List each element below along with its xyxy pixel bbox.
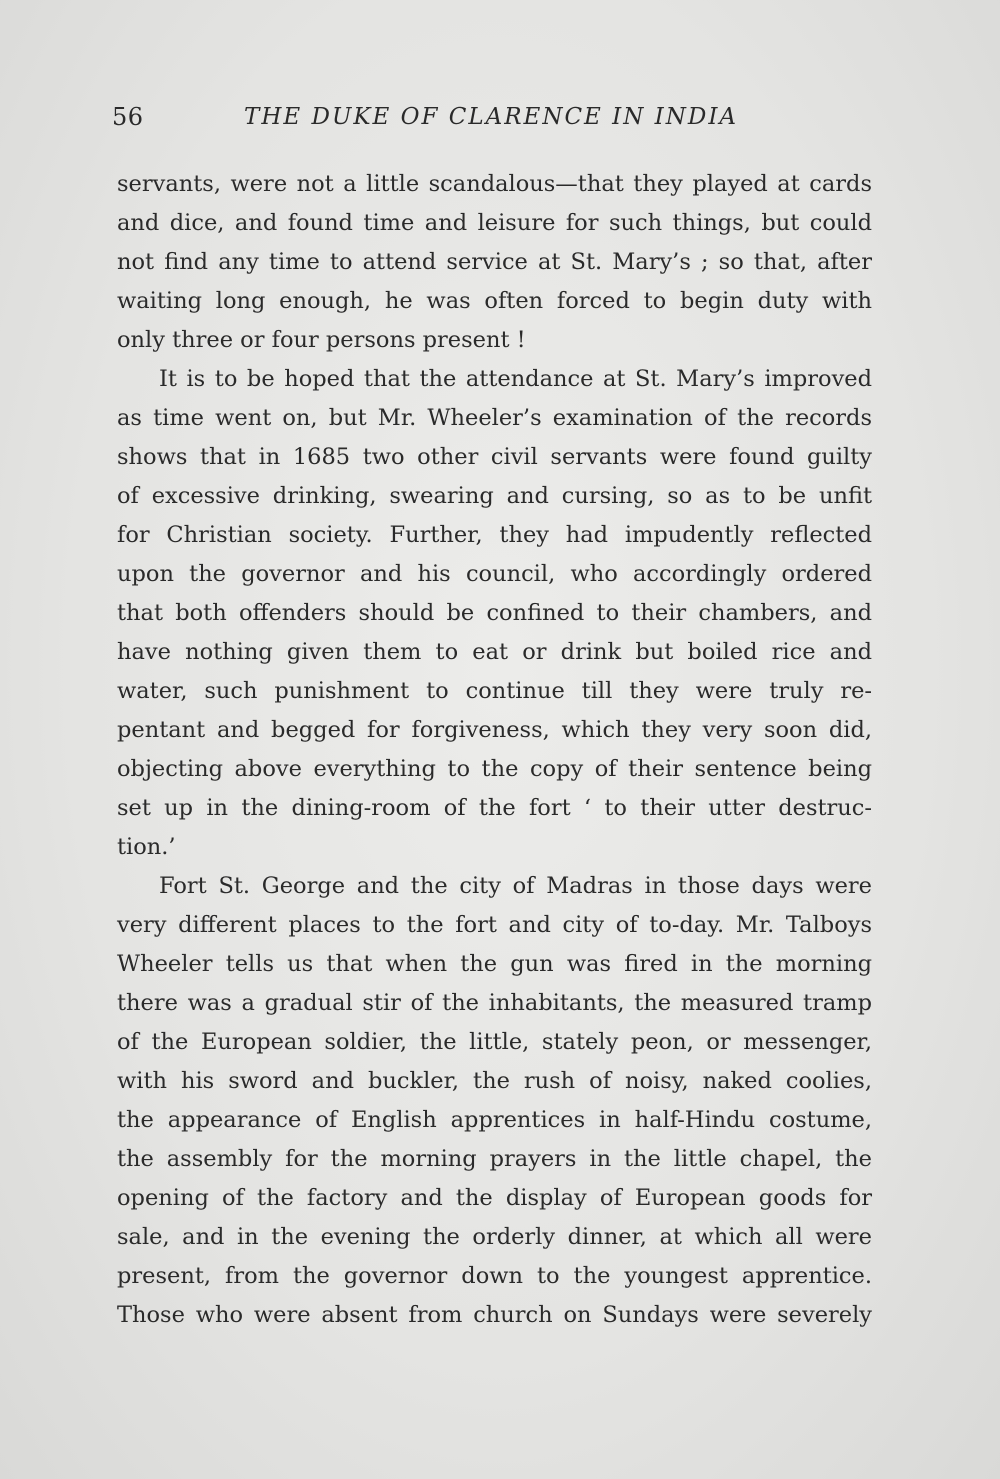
text-line: that both offenders should be confined to their chambers, and bbox=[117, 600, 872, 626]
paragraph bbox=[117, 165, 872, 360]
text-line: not find any time to attend service at St. Mary’s ; so that, after bbox=[117, 249, 872, 275]
page-body bbox=[117, 165, 872, 1335]
text-line: only three or four persons present ! bbox=[117, 327, 526, 353]
text-line: of excessive drinking, swearing and cursing, so as to be unfit bbox=[117, 483, 872, 509]
text-line: the appearance of English apprentices in half-Hindu costume, bbox=[117, 1107, 872, 1133]
text-line: set up in the dining-room of the fort ‘ to their utter destruc- bbox=[117, 795, 872, 821]
text-line: servants, were not a little scandalous—that they played at cards bbox=[117, 171, 872, 197]
text-line: there was a gradual stir of the inhabitants, the measured tramp bbox=[117, 990, 872, 1016]
text-line: very different places to the fort and city of to-day. Mr. Talboys bbox=[117, 912, 872, 938]
text-line: with his sword and buckler, the rush of noisy, naked coolies, bbox=[117, 1068, 872, 1094]
text-line: Wheeler tells us that when the gun was fired in the morning bbox=[117, 951, 872, 977]
text-line: waiting long enough, he was often forced to begin duty with bbox=[117, 288, 872, 314]
text-line: water, such punishment to continue till they were truly re- bbox=[117, 678, 872, 704]
text-line: opening of the factory and the display of European goods for bbox=[117, 1185, 872, 1211]
text-line: tion.’ bbox=[117, 834, 176, 860]
text-line: pentant and begged for forgiveness, which they very soon did, bbox=[117, 717, 872, 743]
text-line: and dice, and found time and leisure for such things, but could bbox=[117, 210, 872, 236]
text-line: shows that in 1685 two other civil servants were found guilty bbox=[117, 444, 872, 470]
text-line: Fort St. George and the city of Madras in those days were bbox=[159, 873, 872, 899]
text-line: It is to be hoped that the attendance at St. Mary’s improved bbox=[159, 366, 872, 392]
text-line: upon the governor and his council, who accordingly ordered bbox=[117, 561, 872, 587]
text-line: have nothing given them to eat or drink but boiled rice and bbox=[117, 639, 872, 665]
text-line: of the European soldier, the little, stately peon, or messenger, bbox=[117, 1029, 872, 1055]
paragraph bbox=[117, 360, 872, 867]
text-line: objecting above everything to the copy of their sentence being bbox=[117, 756, 872, 782]
page-number: 56 bbox=[112, 103, 144, 131]
text-line: present, from the governor down to the youngest apprentice. bbox=[117, 1263, 872, 1289]
text-line: the assembly for the morning prayers in the little chapel, the bbox=[117, 1146, 872, 1172]
text-line: sale, and in the evening the orderly dinner, at which all were bbox=[117, 1224, 872, 1250]
page-header bbox=[112, 100, 872, 134]
paragraph bbox=[117, 867, 872, 1335]
running-title: THE DUKE OF CLARENCE IN INDIA bbox=[244, 104, 739, 130]
text-line: Those who were absent from church on Sundays were severely bbox=[117, 1302, 872, 1328]
text-line: as time went on, but Mr. Wheeler’s examination of the records bbox=[117, 405, 872, 431]
text-line: for Christian society. Further, they had impudently reflected bbox=[117, 522, 872, 548]
